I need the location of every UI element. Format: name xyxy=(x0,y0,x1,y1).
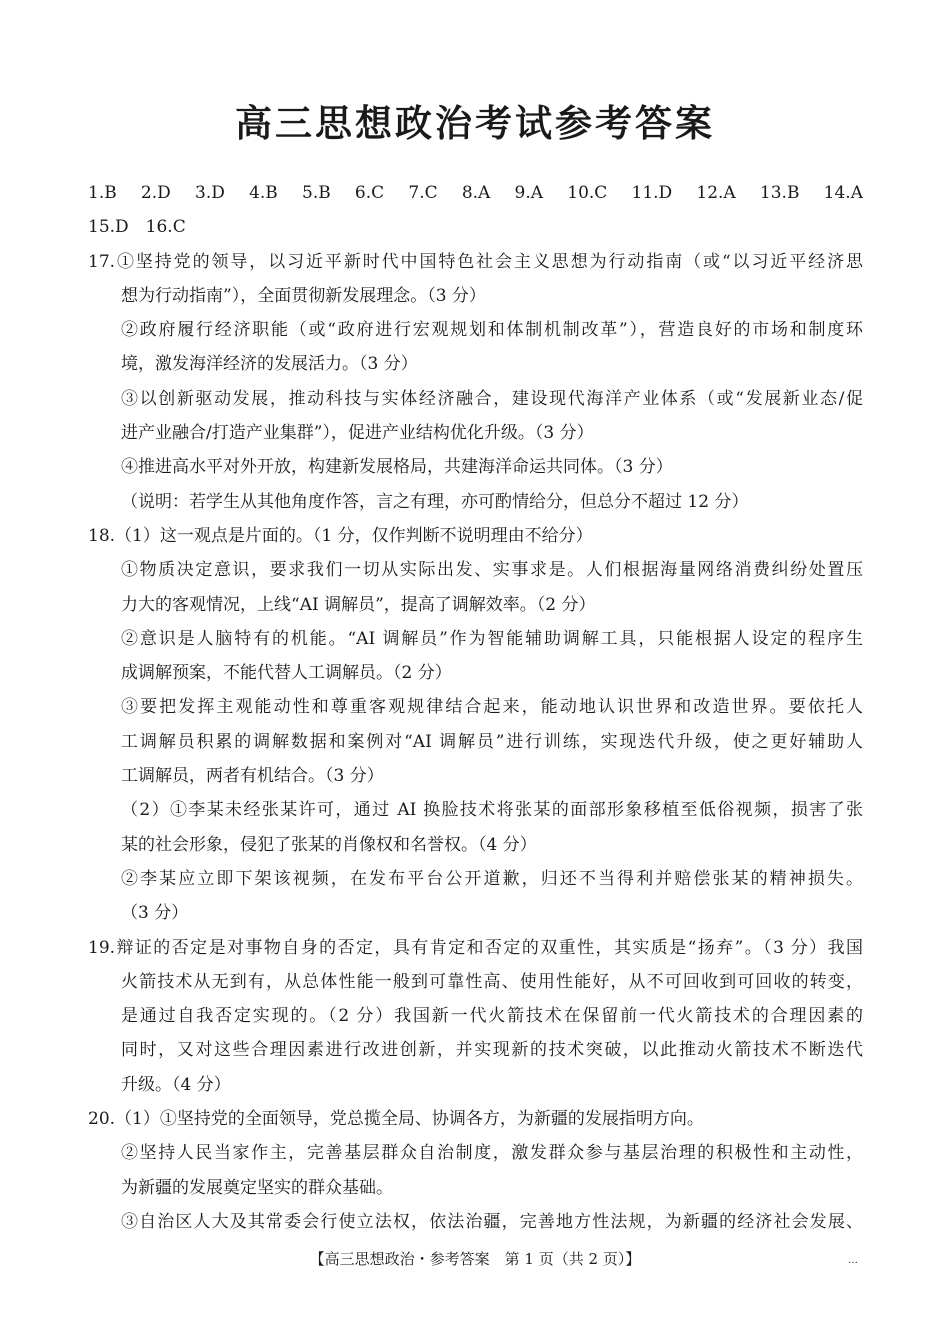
page-title: 高三思想政治考试参考答案 xyxy=(235,102,715,145)
answer-line: 火箭技术从无到有，从总体性能一般到可靠性高、使用性能好，从不可回收到可回收的转变， xyxy=(121,971,863,992)
answer-line: ④推进高水平对外开放，构建新发展格局，共建海洋命运共同体。（3 分） xyxy=(121,457,673,478)
answer-line: 力大的客观情况，上线“AI 调解员”，提高了调解效率。（2 分） xyxy=(121,594,596,615)
answer-line: 升级。（4 分） xyxy=(121,1074,231,1095)
answer-line: （说明：若学生从其他角度作答，言之有理，亦可酌情给分，但总分不超过 12 分） xyxy=(121,491,749,512)
answer-line: 工调解员，两者有机结合。（3 分） xyxy=(121,766,384,787)
corner-mark: … xyxy=(848,1255,858,1266)
answer-line: （2）①李某未经张某许可，通过 AI 换脸技术将张某的面部形象移植至低俗视频，损害了张 xyxy=(121,800,863,821)
answer-line: 工调解员积累的调解数据和案例对“AI 调解员”进行训练，实现迭代升级，使之更好辅助人 xyxy=(121,731,863,752)
answer-line: ③要把发挥主观能动性和尊重客观规律结合起来，能动地认识世界和改造世界。要依托人 xyxy=(121,697,863,718)
answer-line: 为新疆的发展奠定坚实的群众基础。 xyxy=(121,1177,393,1198)
answer-line: ③以创新驱动发展，推动科技与实体经济融合，建设现代海洋产业体系（或“发展新业态/促 xyxy=(121,388,863,409)
answer-line: 18.（1）这一观点是片面的。（1 分，仅作判断不说明理由不给分） xyxy=(88,525,593,546)
answer-line: ③自治区人大及其常委会行使立法权，依法治疆，完善地方性法规，为新疆的经济社会发展、 xyxy=(121,1211,863,1232)
answer-line: 进产业融合/打造产业集群”），促进产业结构优化升级。（3 分） xyxy=(121,423,594,444)
answer-line: 某的社会形象，侵犯了张某的肖像权和名誉权。（4 分） xyxy=(121,834,537,855)
answer-line: 是通过自我否定实现的。（2 分）我国新一代火箭技术在保留前一代火箭技术的合理因素的 xyxy=(121,1006,863,1027)
answer-line: 想为行动指南”），全面贯彻新发展理念。（3 分） xyxy=(121,285,486,306)
answer-line: 19.辩证的否定是对事物自身的否定，具有肯定和否定的双重性，其实质是“扬弃”。（3 分）我国 xyxy=(88,937,863,958)
answer-body xyxy=(88,176,863,1239)
answer-line: 15.D 16.C xyxy=(88,217,186,238)
page-footer: 【高三思想政治・参考答案 第 1 页（共 2 页）】 xyxy=(309,1250,641,1268)
answer-line: 17.①坚持党的领导，以习近平新时代中国特色社会主义思想为行动指南（或“以习近平经济思 xyxy=(88,251,863,272)
answer-line: 同时，又对这些合理因素进行改进创新，并实现新的技术突破，以此推动火箭技术不断迭代 xyxy=(121,1040,863,1061)
answer-line: 境，激发海洋经济的发展活力。（3 分） xyxy=(121,354,418,375)
answer-line: ②坚持人民当家作主，完善基层群众自治制度，激发群众参与基层治理的积极性和主动性， xyxy=(121,1143,863,1164)
answer-line: ②李某应立即下架该视频，在发布平台公开道歉，归还不当得利并赔偿张某的精神损失。 xyxy=(121,868,863,889)
answer-line: （3 分） xyxy=(121,903,189,924)
answer-line: 成调解预案，不能代替人工调解员。（2 分） xyxy=(121,663,452,684)
answer-line: 1.B 2.D 3.D 4.B 5.B 6.C 7.C 8.A 9.A 10.C 11.D 12.A 13.B 14.A xyxy=(88,183,863,203)
answer-line: 20.（1）①坚持党的全面领导，党总揽全局、协调各方，为新疆的发展指明方向。 xyxy=(88,1109,704,1130)
answer-line: ②意识是人脑特有的机能。“AI 调解员”作为智能辅助调解工具，只能根据人设定的程序生 xyxy=(121,628,863,649)
answer-line: ①物质决定意识，要求我们一切从实际出发、实事求是。人们根据海量网络消费纠纷处置压 xyxy=(121,560,863,581)
answer-line: ②政府履行经济职能（或“政府进行宏观规划和体制机制改革”），营造良好的市场和制度环 xyxy=(121,320,863,341)
